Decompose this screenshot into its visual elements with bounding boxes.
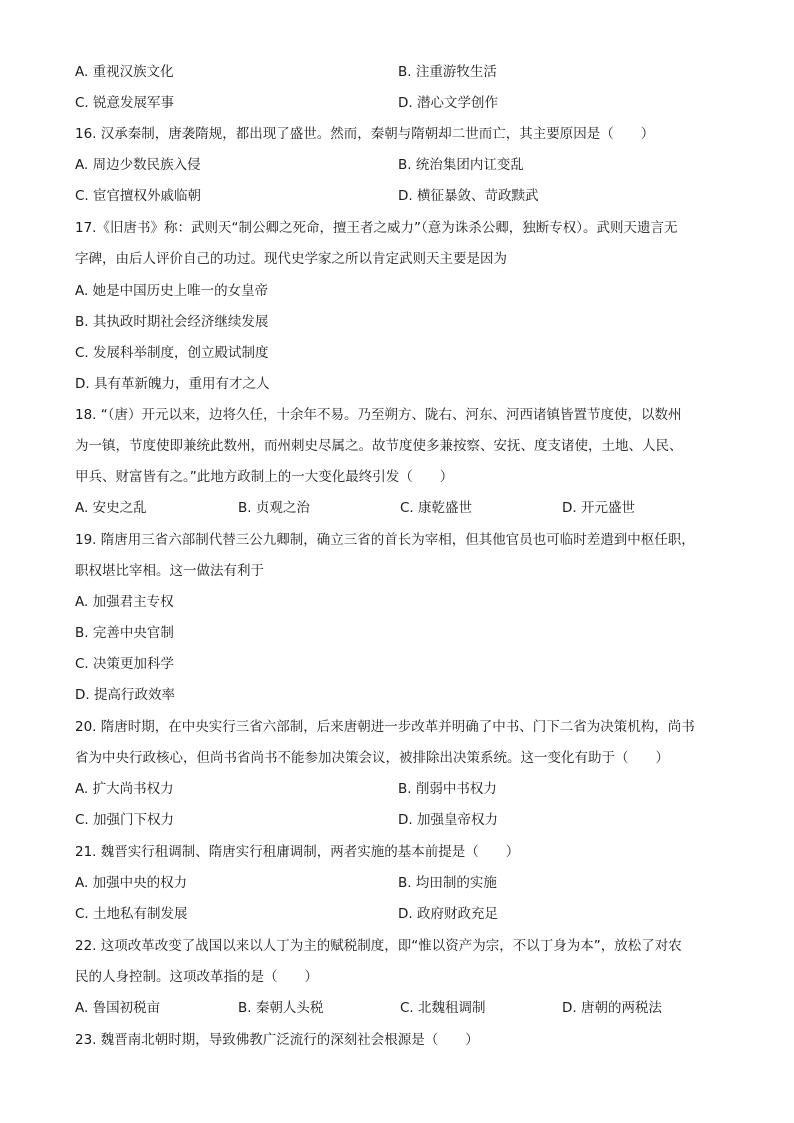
- q22-stem-line2: 民的人身控制。这项改革指的是（ ）: [75, 969, 318, 985]
- q15-option-c: C. 锐意发展军事: [75, 95, 175, 111]
- q20-stem-line1: 20. 隋唐时期，在中央实行三省六部制，后来唐朝进一步改革并明确了中书、门下二省为决策机构，尚书: [75, 719, 695, 735]
- q17-option-b: B. 其执政时期社会经济继续发展: [75, 314, 269, 330]
- q19-option-b: B. 完善中央官制: [75, 625, 174, 641]
- q18-option-c: C. 康乾盛世: [400, 500, 473, 516]
- q16-option-b: B. 统治集团内讧变乱: [398, 157, 524, 173]
- q17-option-a: A. 她是中国历史上唯一的女皇帝: [75, 283, 269, 299]
- q21-option-a: A. 加强中央的权力: [75, 875, 188, 891]
- q19-option-d: D. 提高行政效率: [75, 687, 175, 703]
- q21-option-d: D. 政府财政充足: [398, 906, 498, 922]
- q16-option-c: C. 宦官擅权外戚临朝: [75, 188, 202, 204]
- q19-option-c: C. 决策更加科学: [75, 656, 175, 672]
- q18-option-b: B. 贞观之治: [238, 500, 310, 516]
- q18-stem-line3: 甲兵、财富皆有之。”此地方政制上的一大变化最终引发（ ）: [75, 469, 454, 485]
- q20-option-b: B. 削弱中书权力: [398, 781, 497, 797]
- q19-option-a: A. 加强君主专权: [75, 594, 174, 610]
- q20-stem-line2: 省为中央行政核心，但尚书省尚书不能参加决策会议，被排除出决策系统。这一变化有助于（ ）: [75, 750, 669, 766]
- q21-stem: 21. 魏晋实行租调制、隋唐实行租庸调制，两者实施的基本前提是（ ）: [75, 844, 520, 860]
- q23-stem: 23. 魏晋南北朝时期，导致佛教广泛流行的深刻社会根源是（ ）: [75, 1032, 479, 1048]
- q22-option-b: B. 秦朝人头税: [238, 1000, 324, 1016]
- q18-stem-line1: 18. “（唐）开元以来，边将久任，十余年不易。乃至朔方、陇右、河东、河西诸镇皆置节度使，以数州: [75, 407, 682, 423]
- q19-stem-line1: 19. 隋唐用三省六部制代替三公九卿制，确立三省的首长为宰相，但其他官员也可临时差遣到中枢任职，: [75, 532, 695, 548]
- q17-stem-line1: 17.《旧唐书》称：武则天“制公卿之死命，擅王者之威力”（意为诛杀公卿，独断专权）。武则天遗言无: [75, 220, 678, 236]
- q15-option-d: D. 潜心文学创作: [398, 95, 498, 111]
- q15-option-a: A. 重视汉族文化: [75, 64, 174, 80]
- q19-stem-line2: 职权堪比宰相。这一做法有利于: [75, 563, 264, 579]
- q17-stem-line2: 字碑，由后人评价自己的功过。现代史学家之所以肯定武则天主要是因为: [75, 251, 507, 267]
- q17-option-d: D. 具有革新魄力，重用有才之人: [75, 376, 270, 392]
- q15-option-b: B. 注重游牧生活: [398, 64, 497, 80]
- q16-option-a: A. 周边少数民族入侵: [75, 157, 201, 173]
- q22-option-d: D. 唐朝的两税法: [562, 1000, 662, 1016]
- q20-option-c: C. 加强门下权力: [75, 812, 175, 828]
- q18-option-a: A. 安史之乱: [75, 500, 147, 516]
- q20-option-d: D. 加强皇帝权力: [398, 812, 498, 828]
- q22-option-c: C. 北魏租调制: [400, 1000, 486, 1016]
- q18-option-d: D. 开元盛世: [562, 500, 635, 516]
- q16-stem: 16. 汉承秦制，唐袭隋规，都出现了盛世。然而，秦朝与隋朝却二世而亡，其主要原因是（ ）: [75, 126, 655, 142]
- q22-option-a: A. 鲁国初税亩: [75, 1000, 161, 1016]
- q21-option-c: C. 土地私有制发展: [75, 906, 188, 922]
- q22-stem-line1: 22. 这项改革改变了战国以来以人丁为主的赋税制度，即“惟以资产为宗，不以丁身为本”，放松了对农: [75, 938, 682, 954]
- q18-stem-line2: 为一镇，节度使即兼统此数州，而州刺史尽属之。故节度使多兼按察、安抚、度支诸使，土地、人民、: [75, 438, 683, 454]
- q20-option-a: A. 扩大尚书权力: [75, 781, 174, 797]
- q21-option-b: B. 均田制的实施: [398, 875, 497, 891]
- q16-option-d: D. 横征暴敛、苛政黩武: [398, 188, 539, 204]
- q17-option-c: C. 发展科举制度，创立殿试制度: [75, 345, 269, 361]
